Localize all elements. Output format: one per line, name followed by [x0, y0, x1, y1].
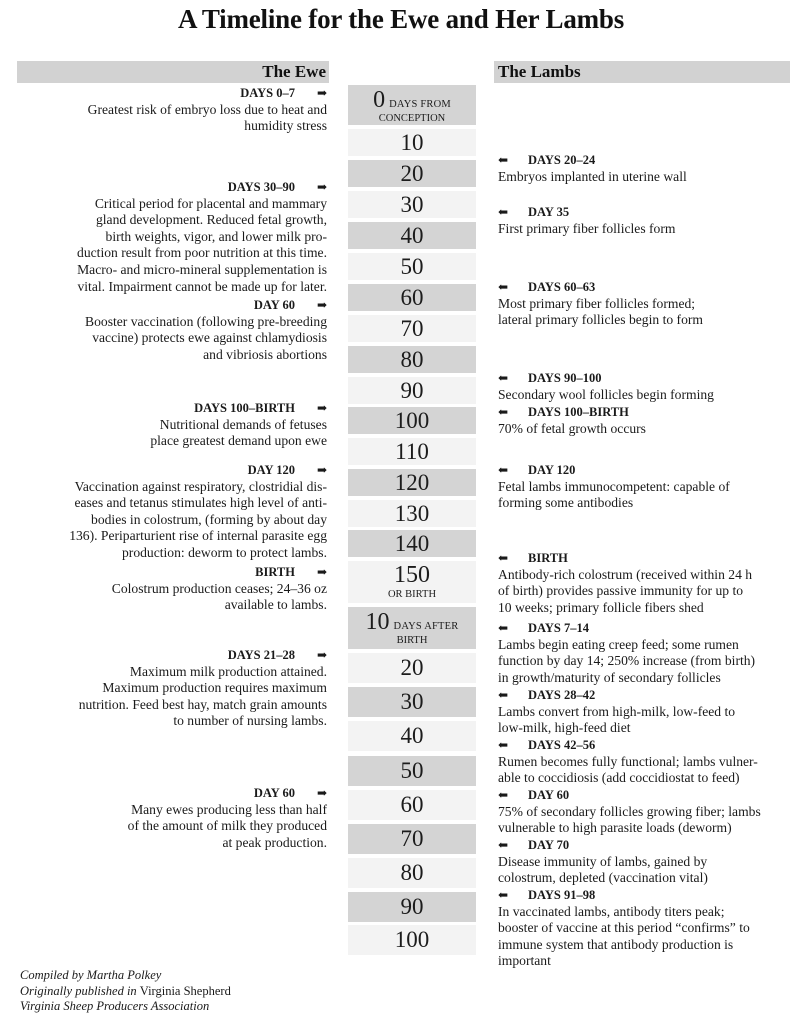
- lamb-entry-label: DAYS 90–100: [528, 371, 602, 385]
- timeline-value: 0: [373, 87, 386, 113]
- timeline-cell: [348, 607, 476, 649]
- arrow-left-icon: ⬅: [498, 463, 509, 477]
- timeline-caption-2: CONCEPTION: [378, 113, 446, 124]
- lamb-entry: [498, 687, 798, 737]
- timeline-cell: [348, 160, 476, 187]
- ewe-entry-line: Vaccination against respiratory, clostridial dis-: [74, 478, 327, 494]
- lamb-entry-line: vulnerable to high parasite loads (deworm): [498, 820, 732, 836]
- lamb-entry-line: Fetal lambs immunocompetent: capable of: [498, 478, 730, 494]
- timeline-value: 100: [394, 927, 430, 952]
- arrow-right-icon: ➡: [316, 401, 327, 415]
- lamb-entry-line: 70% of fetal growth occurs: [498, 420, 646, 436]
- lamb-entry-label: BIRTH: [528, 551, 568, 565]
- lamb-entry: [498, 787, 798, 837]
- timeline-value: 20: [400, 161, 424, 186]
- credit-association: Virginia Sheep Producers Association: [20, 999, 210, 1013]
- ewe-entry: [20, 564, 327, 614]
- timeline-value: 40: [400, 223, 424, 248]
- ewe-entry-label: DAYS 30–90: [227, 180, 295, 194]
- lamb-entry-label: DAYS 60–63: [528, 280, 596, 294]
- lamb-entry: [498, 737, 798, 787]
- timeline-cell: [348, 284, 476, 311]
- lamb-entry: [498, 887, 798, 970]
- arrow-left-icon: ⬅: [498, 280, 509, 294]
- lamb-entry-label: DAY 70: [528, 838, 570, 852]
- lamb-entry-label: DAY 120: [528, 463, 576, 477]
- lamb-entry-line: lateral primary follicles begin to form: [498, 312, 703, 328]
- ewe-entry-line: of the amount of milk they produced: [127, 818, 327, 834]
- lamb-entry-line: 75% of secondary follicles growing fiber; lambs: [498, 803, 761, 819]
- ewe-entry-label: DAYS 0–7: [240, 86, 295, 100]
- lamb-entry-line: Lambs convert from high-milk, low-feed to: [498, 703, 736, 719]
- arrow-right-icon: ➡: [316, 86, 327, 100]
- lamb-entry-line: in growth/maturity of secondary follicles: [498, 669, 721, 685]
- timeline-cell: [348, 222, 476, 249]
- lamb-entry-line: In vaccinated lambs, antibody titers peak;: [498, 903, 725, 919]
- lamb-entry-line: Antibody-rich colostrum (received within 24 h: [498, 566, 753, 582]
- ewe-entry-line: production: deworm to protect lambs.: [122, 544, 327, 560]
- lamb-entry: [498, 152, 798, 185]
- timeline-cell: [348, 253, 476, 280]
- ewe-entry-line: Many ewes producing less than half: [131, 801, 327, 817]
- arrow-left-icon: ⬅: [498, 153, 509, 167]
- timeline-cell: [348, 756, 476, 786]
- timeline-caption-2: OR BIRTH: [387, 589, 437, 600]
- lamb-entry-line: Lambs begin eating creep feed; some rumen: [498, 636, 739, 652]
- arrow-left-icon: ⬅: [498, 371, 509, 385]
- ewe-entry-line: place greatest demand upon ewe: [150, 433, 327, 449]
- lamb-entry-line: forming some antibodies: [498, 495, 634, 511]
- lamb-entry-line: able to coccidiosis (add coccidiostat to feed): [498, 770, 740, 786]
- timeline-value: 10: [365, 609, 390, 635]
- arrow-left-icon: ⬅: [498, 205, 509, 219]
- timeline-cell: [348, 438, 476, 465]
- ewe-entry-line: Maximum production requires maximum: [102, 680, 327, 696]
- timeline-cell: [348, 346, 476, 373]
- ewe-entry: [20, 462, 327, 562]
- timeline-value: 50: [400, 758, 424, 783]
- lamb-entry: [498, 620, 798, 686]
- timeline-value: 130: [394, 501, 430, 526]
- ewe-entry-label: DAYS 100–BIRTH: [194, 401, 295, 415]
- lamb-entry-line: low-milk, high-feed diet: [498, 720, 631, 736]
- ewe-entry-label: DAY 60: [253, 786, 295, 800]
- ewe-entry-line: Critical period for placental and mammary: [94, 195, 327, 211]
- lamb-entry-line: 10 weeks; primary follicle fibers shed: [498, 599, 704, 615]
- timeline-caption: DAYS AFTER: [393, 621, 459, 632]
- timeline-caption-2: BIRTH: [396, 635, 428, 646]
- timeline-value: 50: [400, 254, 424, 279]
- timeline-value: 70: [400, 316, 424, 341]
- timeline-cell: [348, 530, 476, 557]
- arrow-right-icon: ➡: [316, 298, 327, 312]
- lamb-entry: [498, 837, 798, 887]
- lamb-entry-label: DAYS 42–56: [528, 738, 596, 752]
- ewe-entry-label: DAY 120: [247, 463, 295, 477]
- lamb-entry-label: DAYS 20–24: [528, 153, 596, 167]
- arrow-left-icon: ⬅: [498, 621, 509, 635]
- ewe-entry: [20, 785, 327, 851]
- timeline-value: 60: [400, 792, 424, 817]
- timeline-cell: [348, 191, 476, 218]
- lamb-entry-label: DAYS 28–42: [528, 688, 596, 702]
- arrow-left-icon: ⬅: [498, 888, 509, 902]
- lamb-entry-line: function by day 14; 250% increase (from birth): [498, 653, 756, 669]
- arrow-left-icon: ⬅: [498, 405, 509, 419]
- credit-publication: [20, 984, 231, 1000]
- lamb-entry: [498, 279, 798, 329]
- ewe-entry-label: DAY 60: [253, 298, 295, 312]
- timeline-cell: [348, 469, 476, 496]
- lamb-entry-line: important: [498, 953, 551, 969]
- timeline-cell: [348, 377, 476, 404]
- ewe-entry: [20, 179, 327, 295]
- arrow-left-icon: ⬅: [498, 838, 509, 852]
- timeline-value: 120: [394, 470, 430, 495]
- lamb-entry: [498, 404, 798, 437]
- lamb-entry: [498, 370, 798, 403]
- ewe-entry-line: Greatest risk of embryo loss due to heat and: [87, 101, 327, 117]
- lamb-entry-line: First primary fiber follicles form: [498, 220, 676, 236]
- ewe-header-label: The Ewe: [262, 62, 326, 81]
- ewe-entry-line: vital. Impairment cannot be made up for later.: [77, 278, 327, 294]
- page-title: A Timeline for the Ewe and Her Lambs: [177, 4, 625, 34]
- timeline-cell: [348, 129, 476, 156]
- timeline-value: 60: [400, 285, 424, 310]
- ewe-entry-line: birth weights, vigor, and lower milk pro-: [105, 228, 327, 244]
- arrow-right-icon: ➡: [316, 463, 327, 477]
- lamb-entry: [498, 204, 798, 237]
- credit-compiler: Compiled by Martha Polkey: [20, 968, 162, 982]
- ewe-entry: [20, 297, 327, 363]
- timeline-cell: [348, 315, 476, 342]
- arrow-left-icon: ⬅: [498, 738, 509, 752]
- timeline-value: 80: [400, 347, 424, 372]
- timeline-cell: [348, 892, 476, 922]
- lamb-entry: [498, 462, 798, 512]
- ewe-entry-line: available to lambs.: [224, 597, 327, 613]
- timeline-cell: [348, 85, 476, 125]
- lamb-entry-label: DAY 35: [528, 205, 570, 219]
- ewe-entry-label: DAYS 21–28: [227, 648, 295, 662]
- timeline-cell: [348, 790, 476, 820]
- lamb-entry-label: DAY 60: [528, 788, 570, 802]
- timeline-value: 80: [400, 860, 424, 885]
- timeline-cell: [348, 500, 476, 527]
- ewe-entry-line: to number of nursing lambs.: [173, 713, 327, 729]
- ewe-entry-label: BIRTH: [255, 565, 295, 579]
- lambs-header-label: The Lambs: [498, 62, 581, 81]
- timeline-value: 30: [400, 192, 424, 217]
- timeline-cell: [348, 824, 476, 854]
- ewe-entry-line: Macro- and micro-mineral supplementation is: [77, 261, 327, 277]
- timeline-cell: [348, 653, 476, 683]
- lamb-entry-line: immune system that antibody production is: [498, 936, 734, 952]
- timeline-cell: [348, 407, 476, 434]
- timeline-value: 30: [400, 689, 424, 714]
- ewe-entry-line: at peak production.: [222, 834, 327, 850]
- arrow-right-icon: ➡: [316, 180, 327, 194]
- timeline-value: 20: [400, 655, 424, 680]
- timeline-value: 100: [394, 408, 430, 433]
- timeline-value: 110: [395, 439, 429, 464]
- credit-publication-name: Virginia Shepherd: [139, 983, 231, 998]
- timeline-value: 40: [400, 723, 424, 748]
- lamb-entry-line: Rumen becomes fully functional; lambs vulner-: [498, 753, 758, 769]
- timeline-value: 70: [400, 826, 424, 851]
- timeline-cell: [348, 925, 476, 955]
- lamb-entry-label: DAYS 7–14: [528, 621, 590, 635]
- lamb-entry-line: of birth) provides passive immunity for up to: [498, 583, 744, 599]
- ewe-entry-line: humidity stress: [244, 118, 327, 134]
- ewe-entry-line: Nutritional demands of fetuses: [159, 416, 327, 432]
- timeline-cell: [348, 687, 476, 717]
- ewe-entry-line: eases and tetanus stimulates high level of anti-: [74, 495, 327, 511]
- timeline-value: 150: [394, 562, 430, 588]
- arrow-left-icon: ⬅: [498, 688, 509, 702]
- arrow-left-icon: ⬅: [498, 788, 509, 802]
- timeline-value: 10: [400, 130, 424, 155]
- ewe-entry-line: 136). Periparturient rise of internal parasite egg: [69, 528, 327, 544]
- lamb-entry-line: Secondary wool follicles begin forming: [498, 386, 714, 402]
- ewe-entry: [20, 647, 327, 730]
- ewe-entry-line: duction result from poor nutrition at this time.: [77, 245, 327, 261]
- ewe-entry-line: Maximum milk production attained.: [129, 663, 327, 679]
- lamb-entry-line: colostrum, depleted (vaccination vital): [498, 870, 708, 886]
- arrow-right-icon: ➡: [316, 565, 327, 579]
- timeline-value: 90: [400, 894, 424, 919]
- ewe-entry-line: Booster vaccination (following pre-breeding: [85, 313, 327, 329]
- ewe-entry-line: bodies in colostrum, (forming by about day: [91, 511, 327, 527]
- lamb-entry-line: Most primary fiber follicles formed;: [498, 295, 696, 311]
- lamb-entry-line: booster of vaccine at this period “confirms” to: [498, 920, 750, 936]
- lamb-entry-line: Embryos implanted in uterine wall: [498, 168, 687, 184]
- ewe-column-header: [17, 61, 329, 83]
- lamb-entry-line: Disease immunity of lambs, gained by: [498, 853, 708, 869]
- timeline-caption: DAYS FROM: [389, 99, 451, 110]
- ewe-entry-line: nutrition. Feed best hay, match grain amounts: [78, 696, 327, 712]
- arrow-right-icon: ➡: [316, 786, 327, 800]
- lamb-entry-label: DAYS 100–BIRTH: [528, 405, 629, 419]
- arrow-left-icon: ⬅: [498, 551, 509, 565]
- lamb-entry-label: DAYS 91–98: [528, 888, 596, 902]
- ewe-entry: [20, 85, 327, 135]
- arrow-right-icon: ➡: [316, 648, 327, 662]
- timeline-value: 140: [394, 531, 430, 556]
- timeline-value: 90: [400, 378, 424, 403]
- credit-publication-prefix: Originally published in: [20, 983, 140, 998]
- timeline-cell: [348, 561, 476, 603]
- ewe-entry-line: vaccine) protects ewe against chlamydiosis: [92, 330, 327, 346]
- ewe-entry-line: gland development. Reduced fetal growth,: [95, 212, 327, 228]
- ewe-entry-line: Colostrum production ceases; 24–36 oz: [111, 580, 327, 596]
- lambs-column-header: [494, 61, 790, 83]
- ewe-entry: [20, 400, 327, 450]
- timeline-cell: [348, 858, 476, 888]
- ewe-entry-line: and vibriosis abortions: [203, 346, 327, 362]
- lamb-entry: [498, 550, 798, 616]
- timeline-cell: [348, 721, 476, 751]
- credits: [20, 968, 231, 1015]
